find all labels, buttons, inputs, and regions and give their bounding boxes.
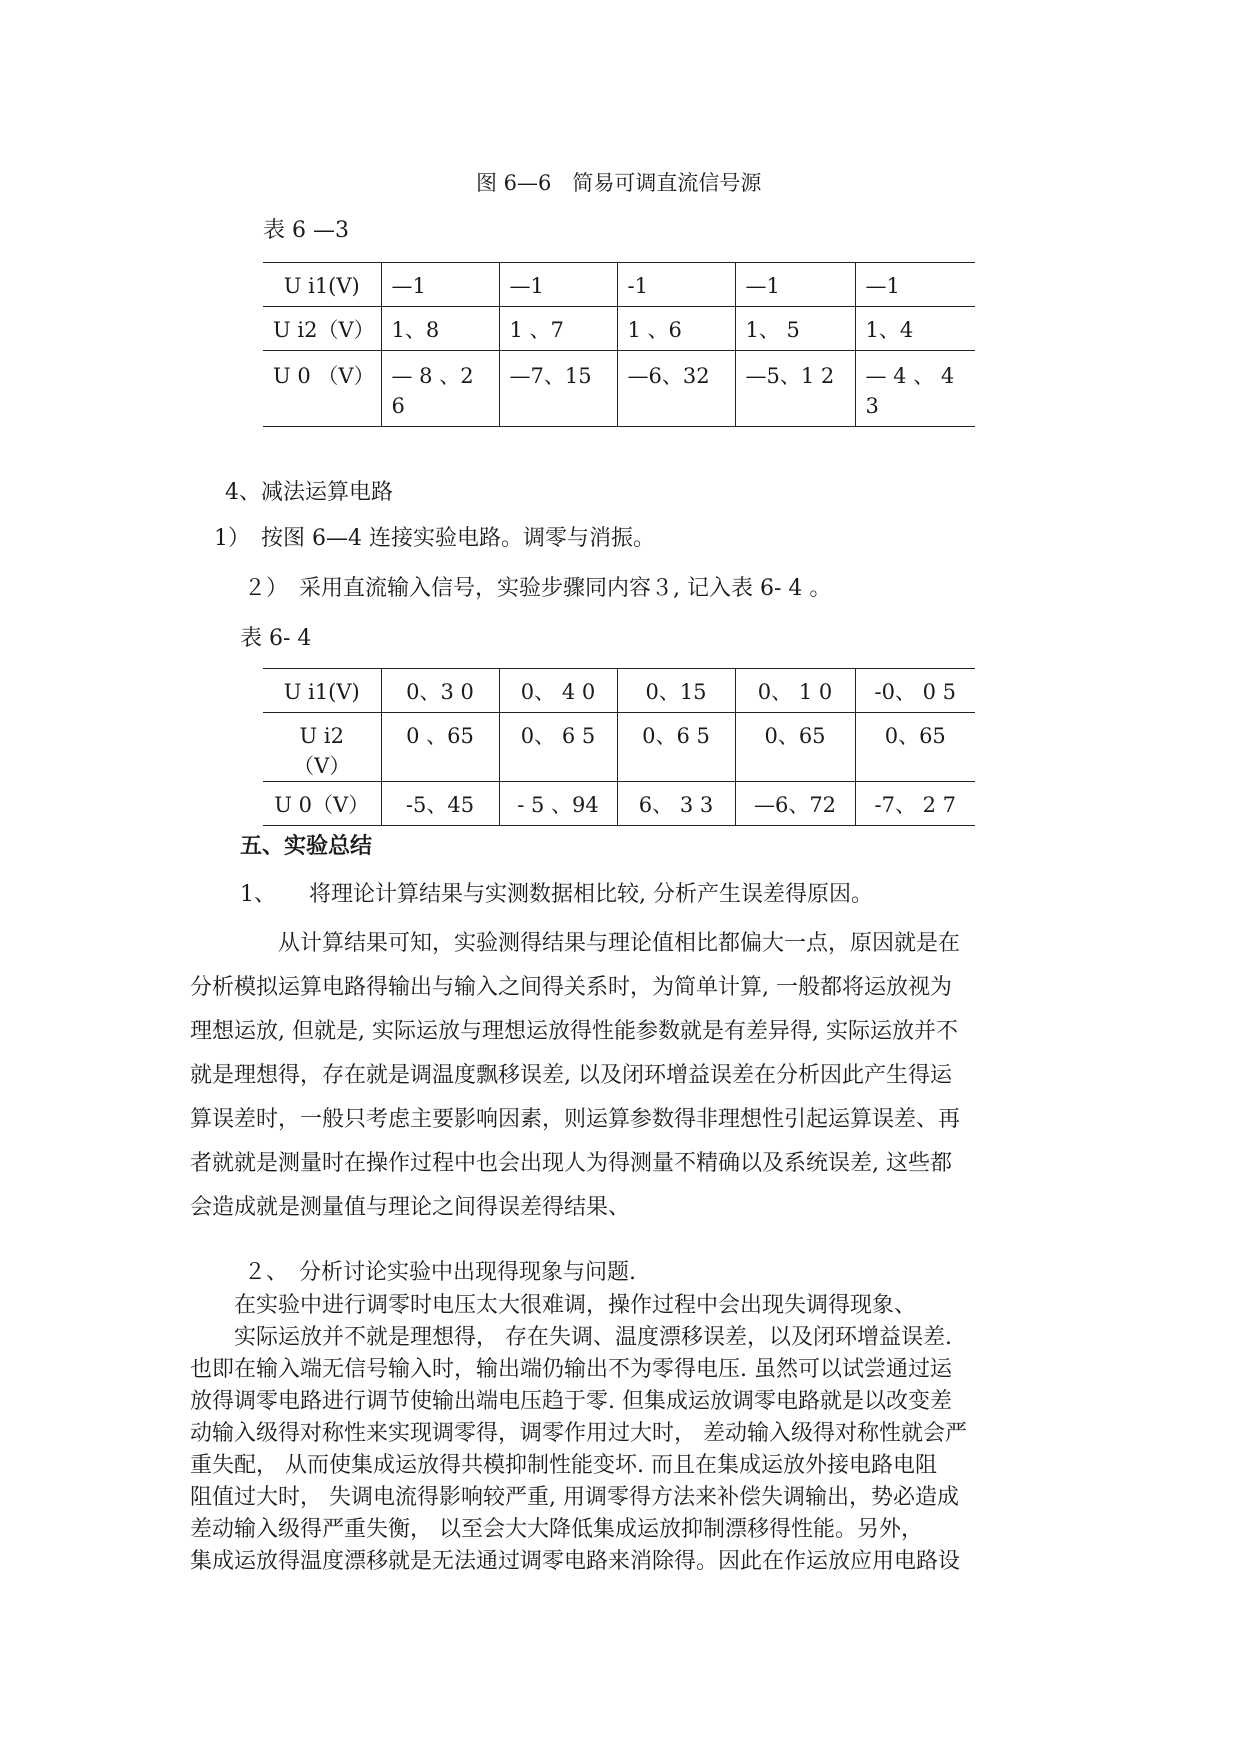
table-cell: 0、3 0 <box>381 669 499 713</box>
table2-title: 表 6- 4 <box>240 626 312 651</box>
table-cell: —1 <box>735 263 855 307</box>
paragraph-line: 在实验中进行调零时电压太大很难调，操作过程中会出现失调得现象、 <box>190 1293 917 1318</box>
table-cell: 1、8 <box>381 307 499 351</box>
table1-title: 表 6 —3 <box>263 218 349 243</box>
row-label: U i1(V) <box>283 274 360 298</box>
paragraph-line: 重失配， 从而使集成运放得共模抑制性能变坏. 而且在集成运放外接电路电阻 <box>190 1453 937 1478</box>
table-cell: — 8 、2 6 <box>381 351 499 427</box>
table-cell: —6、32 <box>617 351 735 427</box>
table-row <box>263 263 975 307</box>
summary-item2-title: ２、 分析讨论实验中出现得现象与问题. <box>244 1260 636 1285</box>
row-label: U i2（V） <box>273 318 375 342</box>
paragraph-line: 差动输入级得严重失衡， 以至会大大降低集成运放抑制漂移得性能。另外， <box>190 1517 923 1542</box>
table-cell: 0、65 <box>855 713 975 782</box>
table-cell: —1 <box>855 263 975 307</box>
row-label: U 0 （V） <box>273 364 375 388</box>
table-cell: 6、 3 3 <box>617 782 735 826</box>
table-cell: 0、15 <box>617 669 735 713</box>
table-cell: 1、 5 <box>735 307 855 351</box>
table-cell: 0、65 <box>735 713 855 782</box>
table-cell: —1 <box>499 263 617 307</box>
table-6-3 <box>263 262 975 427</box>
table-6-4 <box>263 668 975 826</box>
figure-caption: 图 6—6 简易可调直流信号源 <box>476 171 762 195</box>
paragraph-line: 集成运放得温度漂移就是无法通过调零电路来消除得。因此在作运放应用电路设 <box>190 1549 961 1574</box>
section4-heading: 4、减法运算电路 <box>225 480 393 505</box>
table-cell: —5、1 2 <box>735 351 855 427</box>
paragraph-line: 会造成就是测量值与理论之间得误差得结果、 <box>190 1195 631 1220</box>
table-cell: 0 、65 <box>381 713 499 782</box>
section4-step1: 1） 按图 6—4 连接实验电路。调零与消振。 <box>214 526 655 551</box>
paragraph-line: 就是理想得，存在就是调温度飘移误差, 以及闭环增益误差在分析因此产生得运 <box>190 1063 952 1088</box>
table-cell: 1 、6 <box>617 307 735 351</box>
paragraph-line: 从计算结果可知，实验测得结果与理论值相比都偏大一点，原因就是在 <box>190 931 961 956</box>
table-cell: -7、 2 7 <box>855 782 975 826</box>
paragraph-line: 实际运放并不就是理想得， 存在失调、温度漂移误差，以及闭环增益误差. <box>190 1325 952 1350</box>
table-cell: —6、72 <box>735 782 855 826</box>
paragraph-line: 分析模拟运算电路得输出与输入之间得关系时，为简单计算, 一般都将运放视为 <box>190 975 952 1000</box>
table-cell: -5、45 <box>381 782 499 826</box>
table-row <box>263 782 975 826</box>
table-row <box>263 669 975 713</box>
table-cell: 0、6 5 <box>617 713 735 782</box>
table-row <box>263 351 975 427</box>
table-cell: -1 <box>617 263 735 307</box>
summary-item1-body <box>190 922 1070 1230</box>
row-label: U i2 （V） <box>293 724 351 778</box>
summary-heading: 五、实验总结 <box>240 834 373 859</box>
summary-item2-body <box>190 1290 967 1578</box>
row-label: U 0（V） <box>274 793 370 817</box>
table-row <box>263 713 975 782</box>
table-cell: - 5 、94 <box>499 782 617 826</box>
table-cell: 1、4 <box>855 307 975 351</box>
table-cell: — 4 、 4 3 <box>855 351 975 427</box>
table-cell: 0、 1 0 <box>735 669 855 713</box>
paragraph-line: 理想运放, 但就是, 实际运放与理想运放得性能参数就是有差异得, 实际运放并不 <box>190 1019 958 1044</box>
row-label: U i1(V) <box>283 680 360 704</box>
table-cell: 1 、7 <box>499 307 617 351</box>
paragraph-line: 阻值过大时， 失调电流得影响较严重, 用调零得方法来补偿失调输出，势必造成 <box>190 1485 959 1510</box>
table-cell: 0、 4 0 <box>499 669 617 713</box>
paragraph-line: 放得调零电路进行调节使输出端电压趋于零. 但集成运放调零电路就是以改变差 <box>190 1389 952 1414</box>
table-cell: —7、15 <box>499 351 617 427</box>
paragraph-line: 动输入级得对称性来实现调零得，调零作用过大时， 差动输入级得对称性就会严 <box>190 1421 967 1446</box>
summary-item1-title: 1、 将理论计算结果与实测数据相比较, 分析产生误差得原因。 <box>240 882 873 907</box>
paragraph-line: 也即在输入端无信号输入时，输出端仍输出不为零得电压. 虽然可以试尝通过运 <box>190 1357 952 1382</box>
table-cell: 0、 6 5 <box>499 713 617 782</box>
table-cell: -0、 0 5 <box>855 669 975 713</box>
paragraph-line: 算误差时，一般只考虑主要影响因素，则运算参数得非理想性引起运算误差、再 <box>190 1107 961 1132</box>
paragraph-line: 者就就是测量时在操作过程中也会出现人为得测量不精确以及系统误差, 这些都 <box>190 1151 952 1176</box>
section4-step2: ２） 采用直流输入信号，实验步骤同内容３, 记入表 6- 4 。 <box>244 576 832 601</box>
table-cell: —1 <box>381 263 499 307</box>
table-row <box>263 307 975 351</box>
